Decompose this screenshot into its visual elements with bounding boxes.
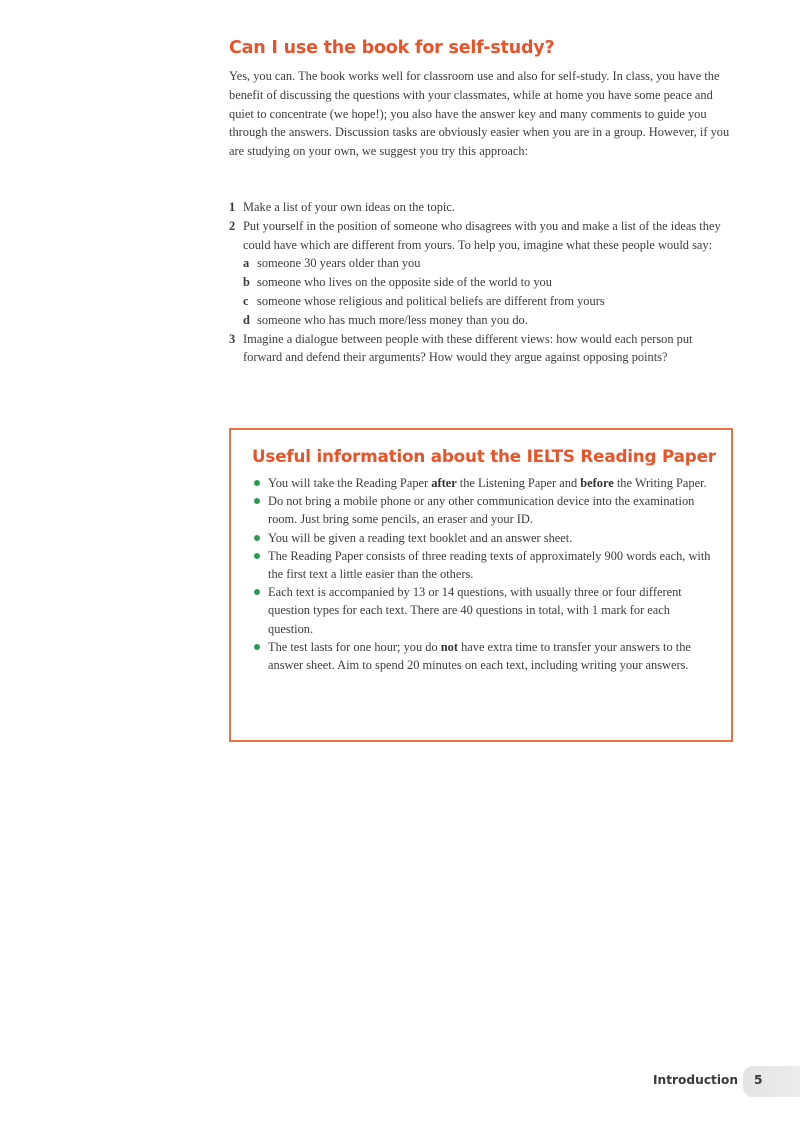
step-number: 3 xyxy=(229,331,236,346)
step-text: Imagine a dialogue between people with these different views: how would each person put forward and defend their arguments? How would they argue against opposing points? xyxy=(243,331,693,365)
bullet-dot-icon xyxy=(254,480,260,486)
step-item xyxy=(229,198,734,217)
sub-text: someone whose religious and political beliefs are different from yours xyxy=(257,293,605,308)
sub-letter: b xyxy=(243,275,250,290)
sub-text: someone 30 years older than you xyxy=(257,256,421,271)
bullet-item xyxy=(252,583,712,638)
bullet-item xyxy=(252,547,712,583)
sub-letter: a xyxy=(243,256,250,271)
step-item xyxy=(229,217,734,330)
step-item xyxy=(229,330,734,368)
bullet-dot-icon xyxy=(254,498,260,504)
info-box-title: Useful information about the IELTS Reading Paper xyxy=(252,446,716,466)
bullet-text: You will take the Reading Paper after the Listening Paper and before the Writing Paper. xyxy=(268,476,707,490)
running-footer-section: Introduction xyxy=(653,1073,739,1087)
info-box xyxy=(229,428,733,742)
sub-text: someone who has much more/less money than you do. xyxy=(257,312,528,327)
sub-text: someone who lives on the opposite side of the world to you xyxy=(257,275,552,290)
emphasis-text: after xyxy=(431,476,457,490)
bullet-dot-icon xyxy=(254,589,260,595)
intro-paragraph: Yes, you can. The book works well for classroom use and also for self-study. In class, you have the benefit of discussing the questions with your classmates, while at home you have some peace and quiet to concentrate (we hope!); you also have the answer key and many comments to guide you through the answers. Discussion tasks are obviously easier when you are in a group. However, if you are studying on your own, we suggest you try this approach: xyxy=(229,69,730,159)
sub-item xyxy=(243,311,734,330)
bullet-text: Do not bring a mobile phone or any other communication device into the examination room. Just bring some pencils, an eraser and your ID. xyxy=(268,494,695,527)
bullet-dot-icon xyxy=(254,644,260,650)
bullet-item xyxy=(252,638,712,674)
bullet-text: The test lasts for one hour; you do not have extra time to transfer your answers to the answer sheet. Aim to spend 20 minutes on each text, including writing your answers. xyxy=(268,639,691,673)
bullet-item xyxy=(252,492,712,528)
section-title: Can I use the book for self-study? xyxy=(229,38,555,58)
info-bullets xyxy=(252,474,712,674)
sub-list xyxy=(243,254,734,329)
sub-item xyxy=(243,292,734,311)
step-number: 1 xyxy=(229,200,236,214)
step-number: 2 xyxy=(229,218,236,233)
sub-item xyxy=(243,273,734,292)
sub-letter: c xyxy=(243,293,249,308)
bullet-item xyxy=(252,529,712,547)
sub-letter: d xyxy=(243,312,250,327)
steps-list xyxy=(229,198,734,367)
step-text: Put yourself in the position of someone who disagrees with you and make a list of the ideas they could have which are different from yours. To help you, imagine what these people would say: xyxy=(243,218,721,252)
page-number: 5 xyxy=(754,1073,763,1087)
bullet-item xyxy=(252,474,712,492)
bullet-dot-icon xyxy=(254,553,260,559)
emphasis-text: not xyxy=(440,639,458,654)
page-number-tab xyxy=(743,1066,800,1097)
bullet-dot-icon xyxy=(254,535,260,541)
bullet-text: Each text is accompanied by 13 or 14 questions, with usually three or four different question types for each text. There are 40 questions in total, with 1 mark for each question. xyxy=(268,585,682,636)
step-text: Make a list of your own ideas on the topic. xyxy=(243,200,455,214)
bullet-text: The Reading Paper consists of three reading texts of approximately 900 words each, with the first text a little easier than the others. xyxy=(268,548,711,582)
emphasis-text: before xyxy=(580,476,614,490)
bullet-text: You will be given a reading text booklet and an answer sheet. xyxy=(268,530,573,545)
sub-item xyxy=(243,254,734,273)
